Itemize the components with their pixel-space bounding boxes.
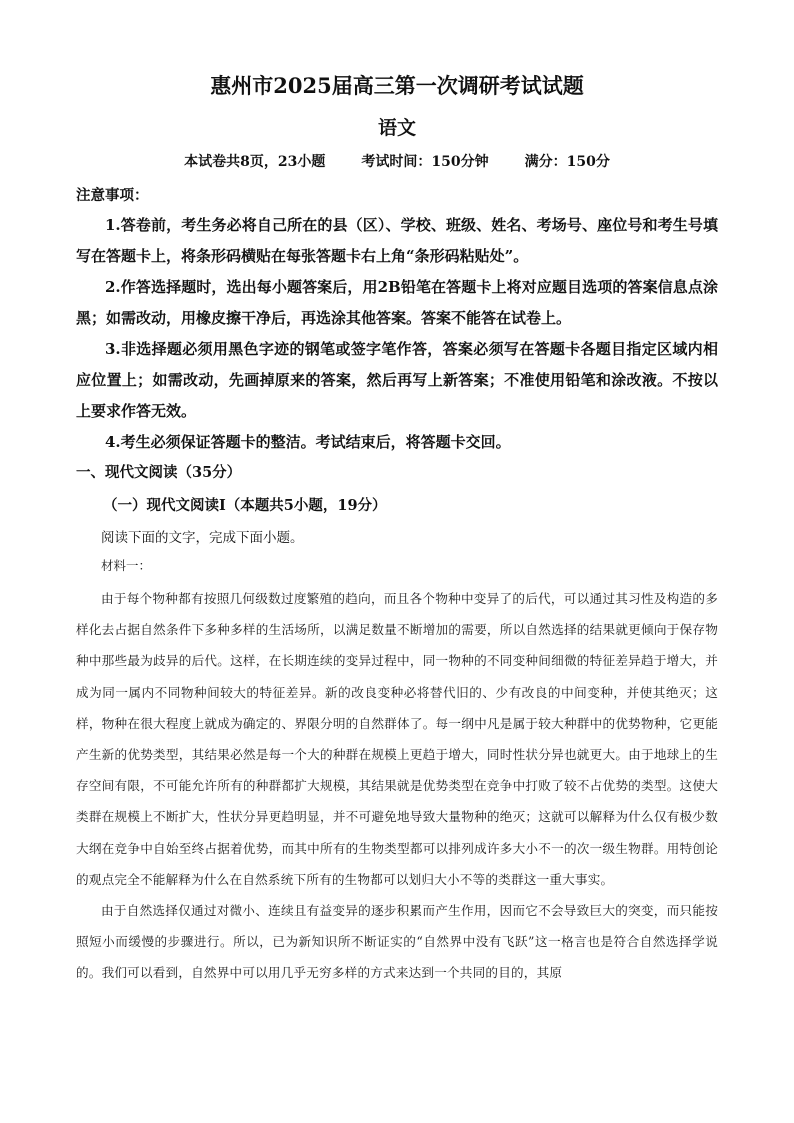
subject-title: 语文: [377, 117, 416, 139]
reading-passage: [76, 583, 718, 989]
notice-item: 2.作答选择题时，选出每小题答案后，用2B铅笔在答题卡上将对应题目选项的答案信息点涂黑；如需改动，用橡皮擦干净后，再选涂其他答案。答案不能答在试卷上。: [76, 278, 718, 327]
notice-item: 3.非选择题必须用黑色字迹的钢笔或签字笔作答，答案必须写在答题卡各题目指定区域内相应位置上；如需改动，先画掉原来的答案，然后再写上新答案；不准使用铅笔和涂改液。不按以上要求作答无效。: [76, 340, 718, 420]
notice-heading: 注意事项：: [76, 187, 149, 204]
meta-score: 满分：150分: [524, 154, 610, 170]
notice-item: 4.考生必须保证答题卡的整洁。考试结束后，将答题卡交回。: [105, 433, 511, 451]
passage-paragraph: 由于自然选择仅通过对微小、连续且有益变异的逐步积累而产生作用，因而它不会导致巨大的突变，而只能按照短小而缓慢的步骤进行。所以，已为新知识所不断证实的“自然界中没有飞跃”这一格言也是符合自然选择学说的。我们可以看到，自然界中可以用几乎无穷多样的方式来达到一个共同的目的，其原: [76, 903, 718, 981]
section-title: 一、现代文阅读（35分）: [76, 464, 242, 481]
meta-time: 考试时间：150分钟: [361, 154, 489, 170]
section-subtitle: （一）现代文阅读Ⅰ（本题共5小题，19分）: [103, 497, 387, 514]
passage-paragraph: 由于每个物种都有按照几何级数过度繁殖的趋向，而且各个物种中变异了的后代，可以通过其习性及构造的多样化去占据自然条件下多种多样的生活场所，以满足数量不断增加的需要，所以自然选择的结果就更倾向于保存物种中那些最为歧异的后代。这样，在长期连续的变异过程中，同一物种的不同变种间细微的特征差异趋于增大，并成为同一属内不同物种间较大的特征差异。新的改良变种必将替代旧的、少有改良的中间变种，并使其绝灭；这样，物种在很大程度上就成为确定的、界限分明的自然群体了。每一纲中凡是属于较大种群中的优势物种，它更能产生新的优势类型，其结果必然是每一个大的种群在规模上更趋于增大，同时性状分异也就更大。由于地球上的生存空间有限，不可能允许所有的种群都扩大规模，其结果就是优势类型在竞争中打败了较不占优势的类型。这使大类群在规模上不断扩大，性状分异更趋明显，并不可避免地导致大量物种的绝灭；这就可以解释为什么仅有极少数大纲在竞争中自始至终占据着优势，而其中所有的生物类型都可以排列成许多大小不一的次一级生物群。用特创论的观点完全不能解释为什么在自然系统下所有的生物都可以划归大小不等的类群这一重大事实。: [76, 591, 718, 887]
meta-pages: 本试卷共8页，23小题: [184, 154, 326, 170]
reading-instruction: 阅读下面的文字，完成下面小题。: [101, 530, 304, 545]
notice-list: [76, 210, 718, 458]
exam-meta: [0, 151, 794, 171]
material-label: 材料一：: [101, 558, 152, 573]
notice-item: 1.答卷前，考生务必将自己所在的县（区）、学校、班级、姓名、考场号、座位号和考生号填写在答题卡上，将条形码横贴在每张答题卡右上角“条形码粘贴处”。: [76, 216, 718, 265]
page-title: 惠州市2025届高三第一次调研考试试题: [210, 73, 584, 98]
